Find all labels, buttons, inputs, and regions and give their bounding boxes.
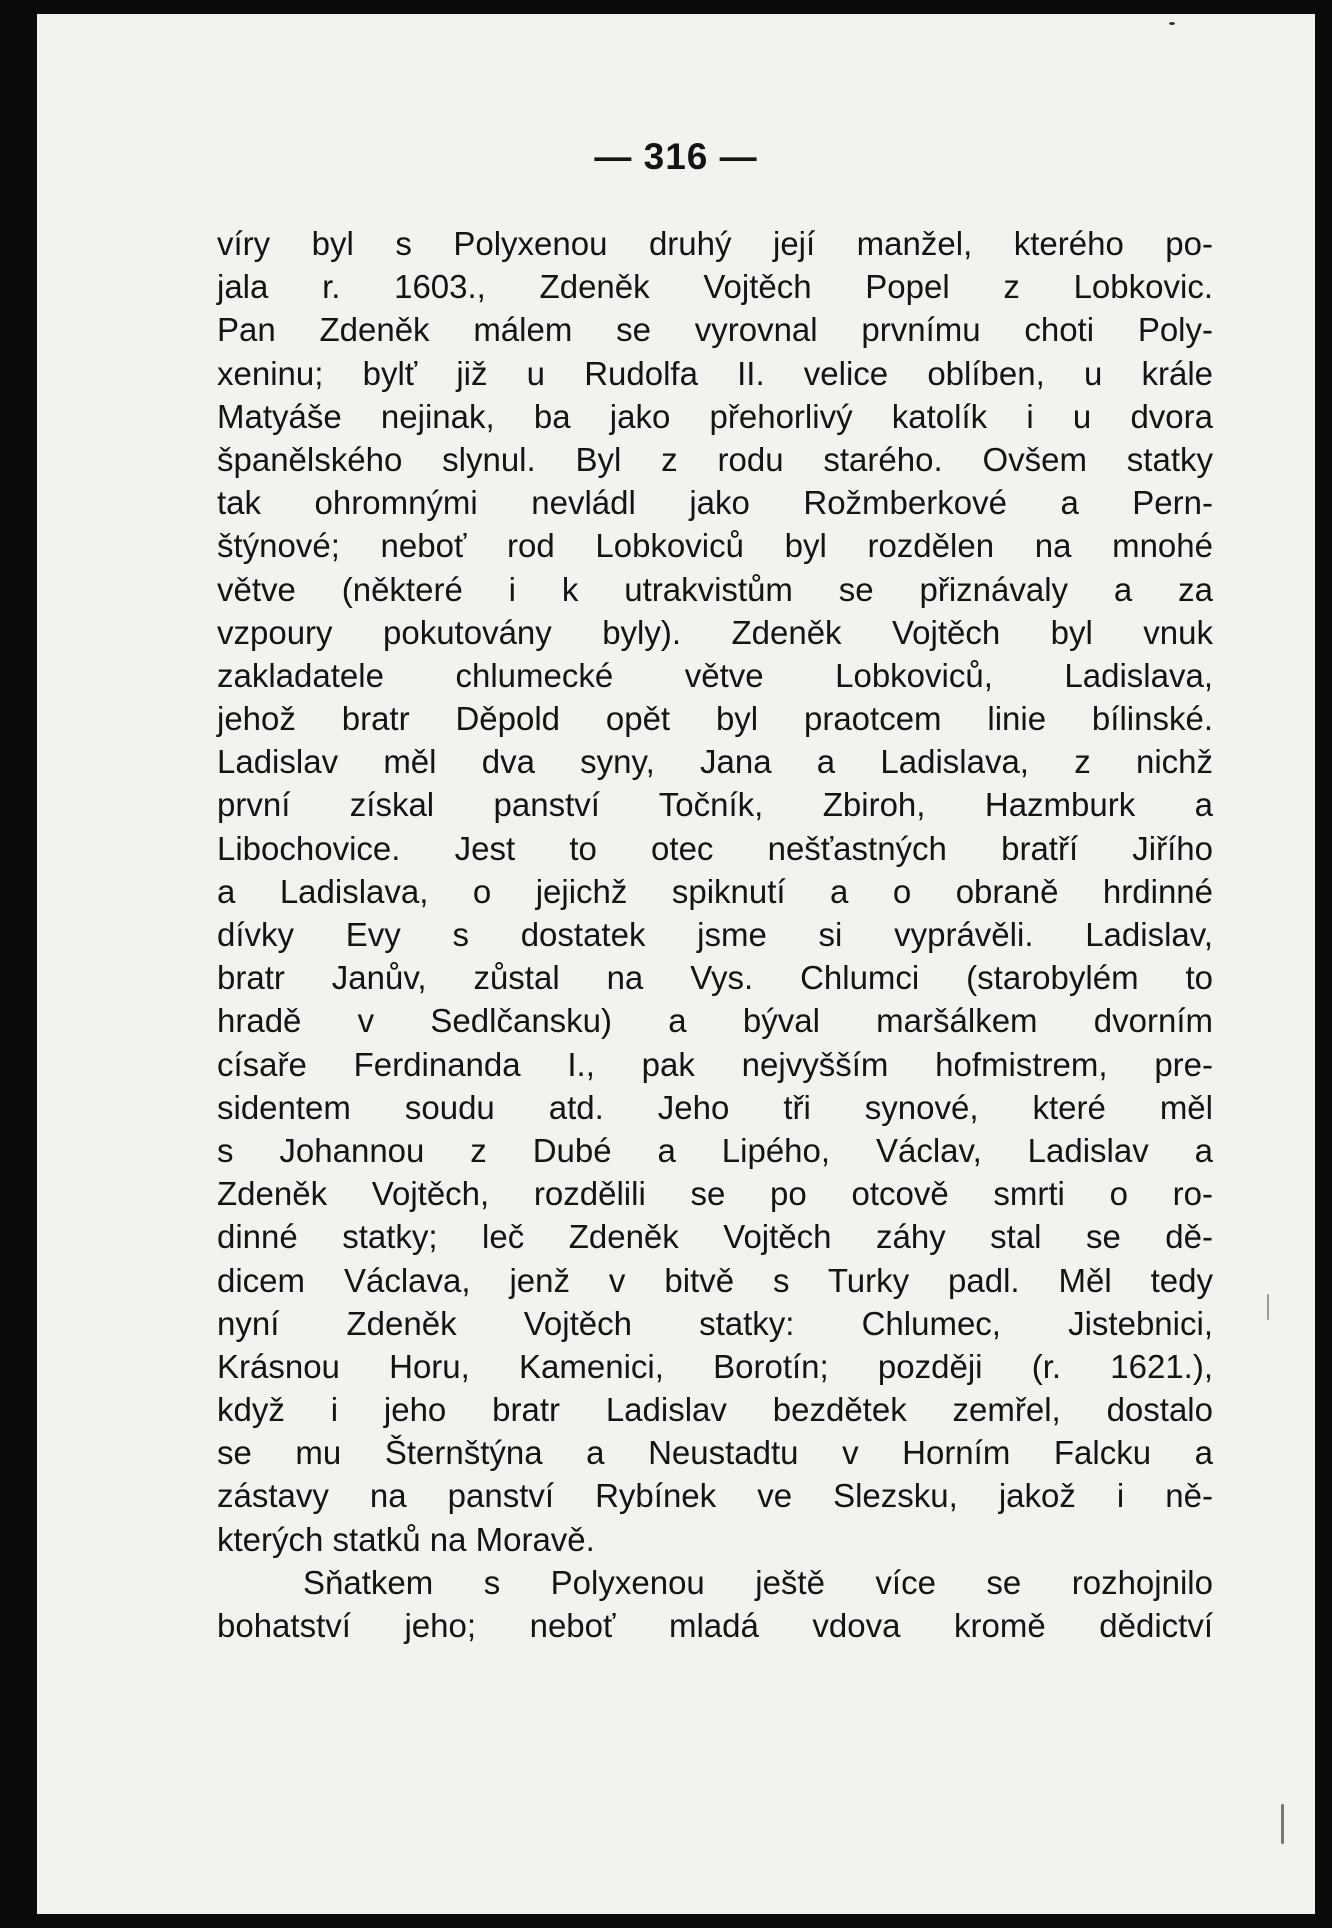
text-line: bratr Janův, zůstal na Vys. Chlumci (starobylém to bbox=[217, 959, 1213, 997]
book-page bbox=[37, 14, 1315, 1914]
text-line: a Ladislava, o jejichž spiknutí a o obraně hrdinné bbox=[217, 872, 1213, 910]
scan-speck bbox=[1281, 1804, 1284, 1844]
text-line: tak ohromnými nevládl jako Rožmberkové a Pern- bbox=[217, 484, 1213, 522]
text-line: dinné statky; leč Zdeněk Vojtěch záhy stal se dě- bbox=[217, 1218, 1213, 1256]
text-line: Pan Zdeněk málem se vyrovnal prvnímu choti Poly- bbox=[217, 311, 1213, 349]
text-line: víry byl s Polyxenou druhý její manžel, kterého po- bbox=[217, 225, 1213, 262]
text-line: císaře Ferdinanda I., pak nejvyšším hofmistrem, pre- bbox=[217, 1045, 1213, 1083]
text-line: Libochovice. Jest to otec nešťastných bratří Jiřího bbox=[217, 829, 1213, 867]
text-line: dívky Evy s dostatek jsme si vyprávěli. Ladislav, bbox=[217, 916, 1213, 953]
text-line: větve (některé i k utrakvistům se přiznávaly a za bbox=[217, 570, 1213, 608]
text-line: jehož bratr Děpold opět byl praotcem linie bílinské. bbox=[217, 700, 1213, 738]
paragraph-first-line: Sňatkem s Polyxenou ještě více se rozhojnilo bbox=[303, 1563, 1213, 1601]
text-line: zástavy na panství Rybínek ve Slezsku, jakož i ně- bbox=[217, 1477, 1213, 1515]
scan-speck bbox=[1267, 1294, 1269, 1320]
text-line: španělského slynul. Byl z rodu starého. Ovšem statky bbox=[217, 440, 1213, 478]
text-line: štýnové; neboť rod Lobkoviců byl rozdělen na mnohé bbox=[217, 527, 1213, 565]
text-line: Ladislav měl dva syny, Jana a Ladislava, z nichž bbox=[217, 743, 1213, 781]
text-line: sidentem soudu atd. Jeho tři synové, které měl bbox=[217, 1088, 1213, 1126]
text-line: vzpoury pokutovány byly). Zdeněk Vojtěch byl vnuk bbox=[217, 613, 1213, 651]
scan-speck bbox=[1169, 22, 1175, 25]
text-line: se mu Šternštýna a Neustadtu v Horním Falcku a bbox=[217, 1434, 1213, 1472]
text-line: s Johannou z Dubé a Lipého, Václav, Ladislav a bbox=[217, 1131, 1213, 1169]
text-line: jala r. 1603., Zdeněk Vojtěch Popel z Lobkovic. bbox=[217, 268, 1213, 306]
text-line: bohatství jeho; neboť mladá vdova kromě dědictví bbox=[217, 1607, 1213, 1644]
text-line: první získal panství Točník, Zbiroh, Hazmburk a bbox=[217, 786, 1213, 824]
text-line: hradě v Sedlčansku) a býval maršálkem dvorním bbox=[217, 1002, 1213, 1040]
text-line: dicem Václava, jenž v bitvě s Turky padl. Měl tedy bbox=[217, 1261, 1213, 1299]
body-text bbox=[217, 222, 1213, 1647]
text-line: kterých statků na Moravě. bbox=[217, 1520, 595, 1558]
text-line: Zdeněk Vojtěch, rozdělili se po otcově smrti o ro- bbox=[217, 1175, 1213, 1213]
text-line: Matyáše nejinak, ba jako přehorlivý katolík i u dvora bbox=[217, 397, 1213, 435]
text-line: zakladatele chlumecké větve Lobkoviců, Ladislava, bbox=[217, 656, 1213, 694]
text-line: nyní Zdeněk Vojtěch statky: Chlumec, Jistebnici, bbox=[217, 1304, 1213, 1342]
text-line: Krásnou Horu, Kamenici, Borotín; později (r. 1621.), bbox=[217, 1347, 1213, 1385]
page-number: — 316 — bbox=[594, 136, 758, 177]
text-line: když i jeho bratr Ladislav bezdětek zemřel, dostalo bbox=[217, 1391, 1213, 1429]
text-line: xeninu; bylť již u Rudolfa II. velice oblíben, u krále bbox=[217, 354, 1213, 392]
